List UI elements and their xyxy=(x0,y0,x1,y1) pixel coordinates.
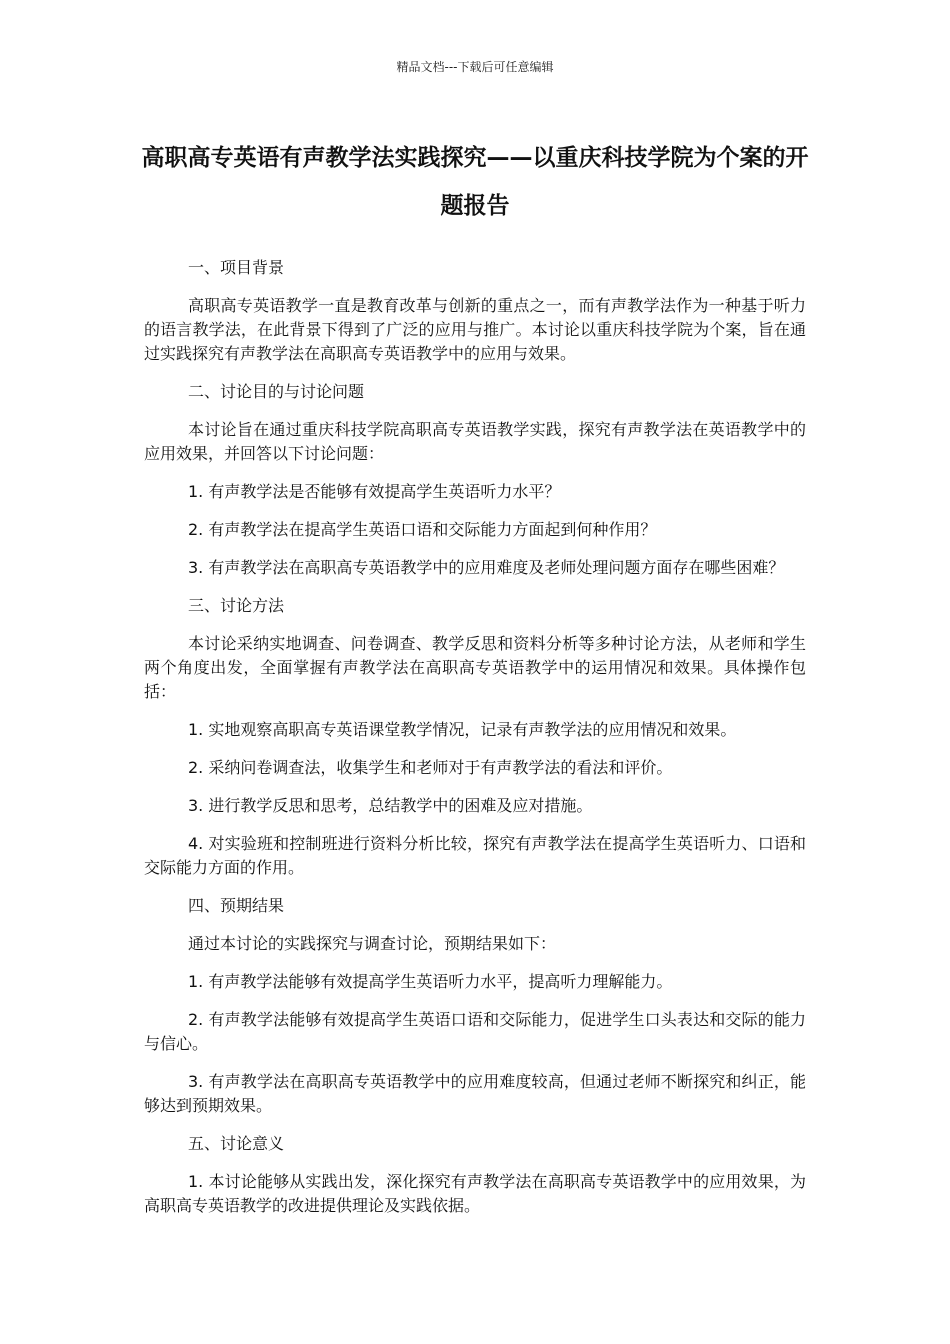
section-heading-purpose: 二、讨论目的与讨论问题 xyxy=(188,382,365,401)
list-item: 3. 有声教学法在高职高专英语教学中的应用难度及老师处理问题方面存在哪些困难？ xyxy=(188,558,785,577)
list-item: 1. 实地观察高职高专英语课堂教学情况，记录有声教学法的应用情况和效果。 xyxy=(188,720,737,739)
list-item: 1. 有声教学法是否能够有效提高学生英语听力水平？ xyxy=(188,482,561,501)
document-title: 高职高专英语有声教学法实践探究——以重庆科技学院为个案的开题报告 xyxy=(141,145,809,219)
header-note: 精品文档---下载后可任意编辑 xyxy=(396,60,554,74)
section-heading-method: 三、讨论方法 xyxy=(188,596,285,615)
list-item: 2. 有声教学法能够有效提高学生英语口语和交际能力，促进学生口头表达和交际的能力与信心。 xyxy=(144,1010,806,1053)
list-item: 3. 有声教学法在高职高专英语教学中的应用难度较高，但通过老师不断探究和纠正，能够达到预期效果。 xyxy=(144,1072,806,1115)
list-item: 4. 对实验班和控制班进行资料分析比较，探究有声教学法在提高学生英语听力、口语和交际能力方面的作用。 xyxy=(144,834,806,877)
list-item: 2. 有声教学法在提高学生英语口语和交际能力方面起到何种作用？ xyxy=(188,520,657,539)
section-heading-background: 一、项目背景 xyxy=(188,258,285,277)
list-item: 2. 采纳问卷调查法，收集学生和老师对于有声教学法的看法和评价。 xyxy=(188,758,673,777)
paragraph: 高职高专英语教学一直是教育改革与创新的重点之一，而有声教学法作为一种基于听力的语言教学法，在此背景下得到了广泛的应用与推广。本讨论以重庆科技学院为个案，旨在通过实践探究有声教学法在高职高专英语教学中的应用与效果。 xyxy=(144,296,806,363)
paragraph: 本讨论采纳实地调查、问卷调查、教学反思和资料分析等多种讨论方法，从老师和学生两个角度出发，全面掌握有声教学法在高职高专英语教学中的运用情况和效果。具体操作包括： xyxy=(144,634,806,701)
list-item: 1. 本讨论能够从实践出发，深化探究有声教学法在高职高专英语教学中的应用效果，为高职高专英语教学的改进提供理论及实践依据。 xyxy=(144,1172,806,1215)
paragraph: 通过本讨论的实践探究与调查讨论，预期结果如下： xyxy=(188,934,557,953)
section-heading-expected-results: 四、预期结果 xyxy=(188,896,285,915)
section-heading-significance: 五、讨论意义 xyxy=(188,1134,285,1153)
list-item: 3. 进行教学反思和思考，总结教学中的困难及应对措施。 xyxy=(188,796,593,815)
list-item: 1. 有声教学法能够有效提高学生英语听力水平，提高听力理解能力。 xyxy=(188,972,673,991)
paragraph: 本讨论旨在通过重庆科技学院高职高专英语教学实践，探究有声教学法在英语教学中的应用效果，并回答以下讨论问题： xyxy=(144,420,806,463)
document-body xyxy=(144,256,806,1232)
